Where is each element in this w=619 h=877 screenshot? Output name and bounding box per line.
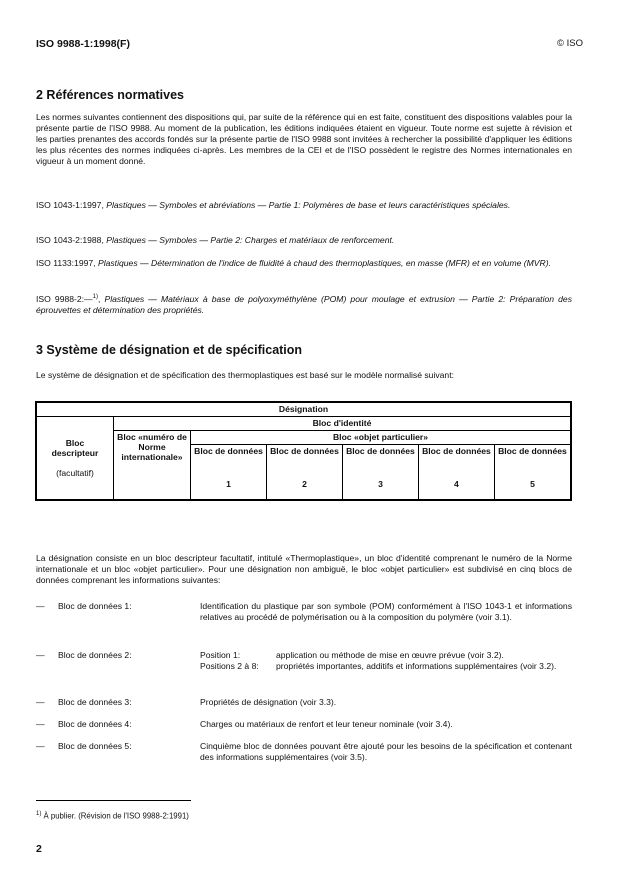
data-block-5-number: 5	[494, 468, 571, 500]
footnote-text: À publier. (Révision de l'ISO 9988-2:1991)	[43, 811, 189, 821]
data-block-4-number: 4	[418, 468, 494, 500]
position-value: propriétés importantes, additifs et informations supplémentaires (voir 3.2).	[276, 661, 557, 671]
ref-title: Plastiques — Symboles — Partie 2: Charges et matériaux de renforcement.	[106, 235, 395, 245]
intl-number-block: Bloc «numéro de Norme internationale»	[114, 430, 191, 500]
ref-id: ISO 1043-2:1988,	[36, 235, 104, 245]
position-list	[200, 650, 572, 672]
designation-table	[35, 401, 572, 501]
footnote-separator	[36, 800, 191, 801]
position-row	[200, 650, 572, 661]
footnote-mark: 1)	[36, 811, 42, 817]
data-block-4-label: Bloc de données	[418, 444, 494, 468]
ref-title: Plastiques — Détermination de l'indice de fluidité à chaud des thermoplastiques, en masse (MFR) et en volume (MVR).	[97, 258, 551, 268]
data-block-2-number: 2	[266, 468, 342, 500]
list-dash: —	[36, 601, 45, 611]
section-2-intro: Les normes suivantes contiennent des dispositions qui, par suite de la référence qui en est faite, constituent des dispositions valables pour la présente partie de l'ISO 9988. Au moment de la publication, les éditions indiquées étaient en vigueur. Toute norme est sujette à révision et les parties prenantes des accords fondés sur la présente partie de l'ISO 9988 sont invitées à rechercher la possibilité d'appliquer les éditions les plus récentes des normes indiquées ci-après. Les membres de la CEI et de l'ISO possèdent le registre des Normes internationales en vigueur à un moment donné.	[36, 112, 572, 166]
data-block-3-label: Bloc de données	[342, 444, 418, 468]
item-label: Bloc de données 5:	[58, 741, 132, 751]
item-text: Propriétés de désignation (voir 3.3).	[200, 697, 337, 707]
item-label: Bloc de données 3:	[58, 697, 132, 707]
item-text: Cinquième bloc de données pouvant être ajouté pour les besoins de la spécification et contenant des informations supplémentaires (voir 3.5).	[200, 741, 572, 762]
list-dash: —	[36, 741, 45, 751]
section-2-title: 2 Références normatives	[36, 88, 184, 102]
item-label: Bloc de données 2:	[58, 650, 132, 660]
ref-iso-1043-1	[36, 200, 572, 211]
list-dash: —	[36, 650, 45, 660]
section-3-title: 3 Système de désignation et de spécification	[36, 343, 303, 357]
ref-id: ISO 9988-2:—	[36, 293, 93, 304]
copyright-notice: © ISO	[556, 38, 583, 49]
page-number: 2	[36, 843, 42, 855]
data-block-1-label: Bloc de données	[191, 444, 267, 468]
designation-header: Désignation	[36, 402, 571, 416]
position-key: Positions 2 à 8:	[200, 661, 259, 671]
ref-title: Plastiques — Symboles et abréviations — Partie 1: Polymères de base et leurs caractéristiques spéciales.	[106, 200, 511, 210]
item-label: Bloc de données 1:	[58, 601, 132, 611]
position-key: Position 1:	[200, 650, 241, 660]
ref-iso-1133	[36, 258, 572, 269]
optional-label: (facultatif)	[56, 467, 94, 478]
ref-iso-1043-2	[36, 235, 572, 246]
data-block-5-label: Bloc de données	[494, 444, 571, 468]
footnote	[36, 811, 189, 821]
after-table-paragraph: La désignation consiste en un bloc descripteur facultatif, intitulé «Thermoplastique», un bloc d'identité comprenant le numéro de la Norme internationale et un bloc «objet particulier». Pour une désignation non ambiguë, le bloc «objet particulier» est subdivisé en cinq blocs de données comprenant les informations suivantes:	[36, 553, 572, 585]
descriptor-block-cell	[36, 416, 114, 500]
identity-block-header: Bloc d'identité	[114, 416, 572, 430]
particular-block-header: Bloc «objet particulier»	[191, 430, 572, 444]
ref-id: ISO 1043-1:1997,	[36, 200, 104, 210]
ref-id: ISO 1133:1997,	[36, 258, 96, 268]
item-text: Charges ou matériaux de renfort et leur teneur nominale (voir 3.4).	[200, 719, 453, 729]
descriptor-block-label: Bloc descripteur	[51, 437, 99, 458]
document-id: ISO 9988-1:1998(F)	[36, 38, 130, 50]
ref-title: Plastiques — Matériaux à base de polyoxyméthylène (POM) pour moulage et extrusion — Partie 2: Préparation des éprouvettes et détermination des propriétés.	[36, 293, 573, 315]
ref-id-tail: ,	[98, 293, 101, 304]
section-3-intro: Le système de désignation et de spécification des thermoplastiques est basé sur le modèle normalisé suivant:	[36, 370, 454, 380]
data-block-2-label: Bloc de données	[266, 444, 342, 468]
position-value: application ou méthode de mise en œuvre prévue (voir 3.2).	[276, 650, 504, 660]
data-block-1-number: 1	[191, 468, 267, 500]
item-label: Bloc de données 4:	[58, 719, 132, 729]
position-row	[200, 661, 572, 672]
item-text: Identification du plastique par son symbole (POM) conformément à l'ISO 1043-1 et informations relatives au procédé de polymérisation ou à la composition du polymère (voir 3.1).	[200, 601, 572, 622]
list-dash: —	[36, 697, 45, 707]
list-dash: —	[36, 719, 45, 729]
ref-iso-9988-2	[36, 292, 572, 316]
data-block-3-number: 3	[342, 468, 418, 500]
footnote-mark: 1)	[92, 294, 98, 300]
